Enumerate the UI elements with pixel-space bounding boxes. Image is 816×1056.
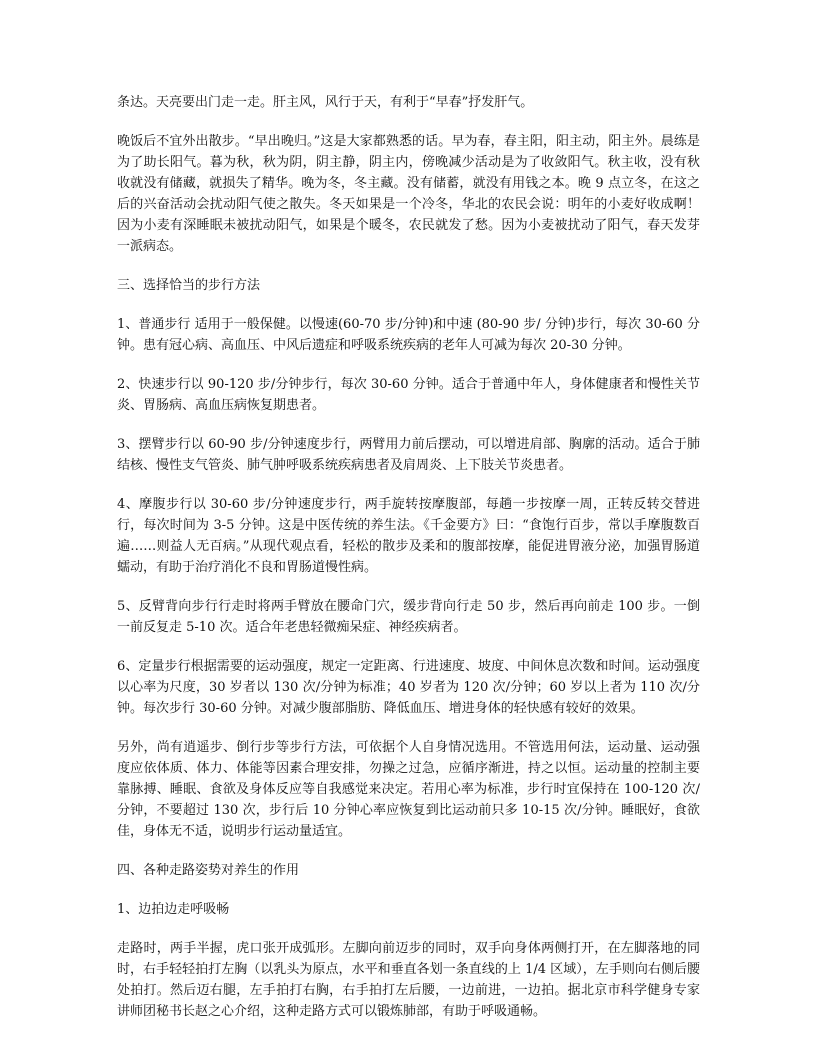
section-heading-walking-postures: 四、各种走路姿势对养生的作用 bbox=[117, 863, 300, 878]
paragraph-evening-walk: 晚饭后不宜外出散步。“早出晚归。”这是大家都熟悉的话。早为春，春主阳，阳主动，阳主外。晨练是为了助长阳气。暮为秋，秋为阴，阴主静，阴主内，傍晚减少活动是为了收敛阳气。秋主收，没有秋收就没有储藏，就损失了精华。晚为冬，冬主藏。没有储蓄，就没有用钱之本。晚 9 点立冬，在这之后的兴奋活动会扰动阳气使之散失。冬天如果是一个冷冬，华北的农民会说：明年的小麦好收成啊！因为小麦有深睡眠未被扰动阳气，如果是个暖冬，农民就发了愁。因为小麦被扰动了阳气，春天发芽一派病态。 bbox=[117, 134, 700, 254]
paragraph-other-methods: 另外，尚有逍遥步、倒行步等步行方法，可依据个人自身情况选用。不管选用何法，运动量、运动强度应依体质、体力、体能等因素合理安排，勿操之过急，应循序渐进，持之以恒。运动量的控制主要靠脉搏、睡眠、食欲及身体反应等自我感觉来决定。若用心率为标准，步行时宜保持在 100-120 次/分钟，不要超过 130 次，步行后 10 分钟心率应恢复到比运动前只多 10-15 次/分钟。睡眠好，食欲佳，身体无不适，说明步行运动量适宜。 bbox=[117, 740, 700, 839]
document-page bbox=[117, 92, 700, 1040]
subsection-heading-pat-walk: 1、边拍边走呼吸畅 bbox=[117, 902, 230, 917]
paragraph-arm-swing-walk: 3、摆臂步行以 60-90 步/分钟速度步行，两臂用力前后摆动，可以增进肩部、胸廓的活动。适合于肺结核、慢性支气管炎、肺气肿呼吸系统疾病患者及肩周炎、上下肢关节炎患者。 bbox=[117, 437, 700, 473]
section-heading-walking-methods: 三、选择恰当的步行方法 bbox=[117, 278, 261, 293]
paragraph-backward-walk: 5、反臂背向步行行走时将两手臂放在腰命门穴，缓步背向行走 50 步，然后再向前走 100 步。一倒一前反复走 5-10 次。适合年老患轻微痴呆症、神经疾病者。 bbox=[117, 599, 700, 635]
paragraph-quantified-walk: 6、定量步行根据需要的运动强度，规定一定距离、行进速度、坡度、中间休息次数和时间。运动强度以心率为尺度，30 岁者以 130 次/分钟为标准；40 岁者为 120 次/分钟；60 岁以上者为 110 次/分钟。每次步行 30-60 分钟。对减少腹部脂肪、降低血压、增进身体的轻快感有较好的效果。 bbox=[117, 659, 700, 716]
paragraph-fast-walk: 2、快速步行以 90-120 步/分钟步行，每次 30-60 分钟。适合于普通中年人，身体健康者和慢性关节炎、胃肠病、高血压病恢复期患者。 bbox=[117, 377, 700, 413]
paragraph-normal-walk: 1、普通步行 适用于一般保健。以慢速(60-70 步/分钟)和中速 (80-90 步/ 分钟)步行，每次 30-60 分钟。患有冠心病、高血压、中风后遗症和呼吸系统疾病的老年人可减为每次 20-30 分钟。 bbox=[117, 317, 700, 353]
paragraph-spring-morning: 条达。天亮要出门走一走。肝主风，风行于天，有利于“早春”抒发肝气。 bbox=[117, 95, 534, 110]
paragraph-abdomen-massage-walk: 4、摩腹步行以 30-60 步/分钟速度步行，两手旋转按摩腹部，每趟一步按摩一周，正转反转交替进行，每次时间为 3-5 分钟。这是中医传统的养生法。《千金要方》曰：“食饱行百步，常以手摩腹数百遍……则益人无百病。”从现代观点看，轻松的散步及柔和的腹部按摩，能促进胃液分泌，加强胃肠道蠕动，有助于治疗消化不良和胃肠道慢性病。 bbox=[117, 497, 700, 575]
paragraph-pat-walk-description: 走路时，两手半握，虎口张开成弧形。左脚向前迈步的同时，双手向身体两侧打开，在左脚落地的同时，右手轻轻拍打左胸（以乳头为原点，水平和垂直各划一条直线的上 1/4 区域），左手则向右侧后腰处拍打。然后迈右腿，左手拍打右胸，右手拍打左后腰，一边前进，一边拍。据北京市科学健身专家讲师团秘书长赵之心介绍，这种走路方式可以锻炼肺部，有助于呼吸通畅。 bbox=[117, 941, 700, 1019]
